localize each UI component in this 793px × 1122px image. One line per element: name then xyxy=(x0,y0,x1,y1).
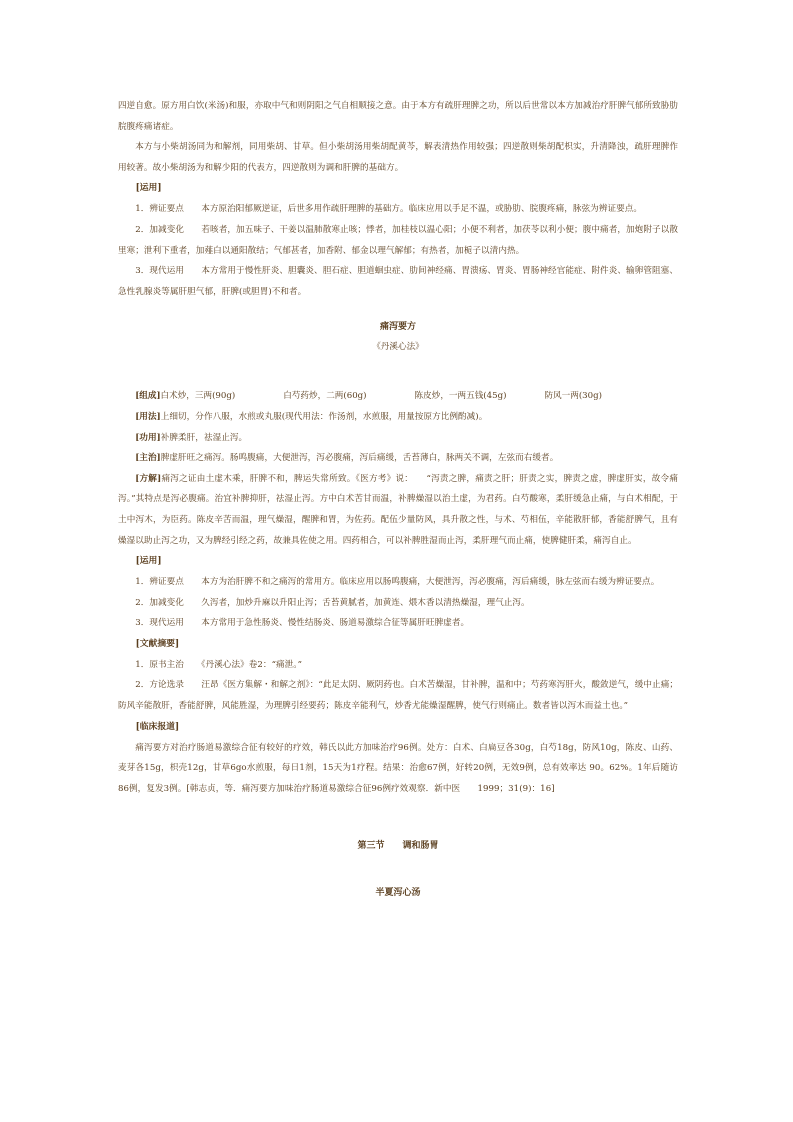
composition-label: [组成] xyxy=(135,391,161,402)
analysis-paragraph xyxy=(118,469,678,551)
usage-item-2: 2．加减变化 若咳者，加五味子、干姜以温肺散寒止咳；悸者，加桂枝以温心阳；小便不利者，加茯苓以利小便；腹中痛者，加炮附子以散里寒；泄利下重者，加薤白以通阳散结；气郁甚者，加香附、郁金以理气解郁；有热者，加栀子以清内热。 xyxy=(118,224,678,256)
usage2-item-1: 1．辨证要点 本方为治肝脾不和之痛泻的常用方。临床应用以肠鸣腹痛，大便泄泻，泻必腹痛，泻后痛缓，脉左弦而右缓为辨证要点。 xyxy=(135,577,660,588)
usage-method-line xyxy=(118,407,678,428)
intro-paragraph-2: 本方与小柴胡汤同为和解剂，同用柴胡、甘草。但小柴胡汤用柴胡配黄芩，解表清热作用较强；四逆散则柴胡配枳实，升清降浊，疏肝理脾作用较著。故小柴胡汤为和解少阳的代表方，四逆散则为调和肝脾的基础方。 xyxy=(118,142,678,173)
usage2-heading: [运用] xyxy=(135,556,162,567)
next-formula-title: 半夏泻心汤 xyxy=(375,888,421,899)
effect-text: 补脾柔肝，祛湿止泻。 xyxy=(160,432,248,443)
usage-item-1: 1．辨证要点 本方原治阳郁厥逆证，后世多用作疏肝理脾的基础方。临床应用以手足不温，或胁肋、脘腹疼痛，脉弦为辨证要点。 xyxy=(135,204,643,215)
indication-label: [主治] xyxy=(135,453,161,464)
usage-method-text: 上细切，分作八服，水煎或丸服(现代用法：作汤剂，水煎服，用量按原方比例酌减)。 xyxy=(160,411,488,422)
indication-line xyxy=(118,448,678,469)
usage-item-3: 3．现代运用 本方常用于慢性肝炎、胆囊炎、胆石症、胆道蛔虫症、肋间神经痛、胃溃疡、胃炎、胃肠神经官能症、附件炎、输卵管阻塞、急性乳腺炎等属肝胆气郁，肝脾(或胆胃)不和者。 xyxy=(118,266,678,297)
ingredient-4: 防风一两(30g) xyxy=(544,391,602,402)
ingredient-1: 白术炒，三两(90g) xyxy=(160,391,236,402)
analysis-text: 痛泻之证由土虚木乘，肝脾不和，脾运失常所致。《医方考》说： “泻责之脾，痛责之肝；肝责之实，脾责之虚，脾虚肝实，故令痛泻。”其特点是泻必腹痛。治宜补脾抑肝，祛湿止泻。方中白术苦甘而温，补脾燥湿以治土虚，为君药。白芍酸寒，柔肝缓急止痛，与白术相配，于土中泻木，为臣药。陈皮辛苦而温，理气燥湿，醒脾和胃，为佐药。配伍少量防风，具升散之性，与术、芍相伍，辛能散肝郁，香能舒脾气，且有燥湿以助止泻之功，又为脾经引经之药，故兼具佐使之用。四药相合，可以补脾胜湿而止泻，柔肝理气而止痛，使脾健肝柔，痛泻自止。 xyxy=(118,473,678,546)
indication-text: 脾虚肝旺之痛泻。肠鸣腹痛，大便泄泻，泻必腹痛，泻后痛缓，舌苔薄白，脉两关不调，左弦而右缓者。 xyxy=(160,453,559,464)
intro-paragraph-1: 四逆自愈。原方用白饮(米汤)和服，亦取中气和则阴阳之气自相顺接之意。由于本方有疏肝理脾之功，所以后世常以本方加减治疗肝脾气郁所致胁肋脘腹疼痛诸症。 xyxy=(118,101,679,132)
ingredient-3: 陈皮炒，一两五钱(45g) xyxy=(414,391,507,402)
literature-item-2: 2．方论选录 汪昂《医方集解・和解之剂》：“此足太阴、厥阴药也。白术苦燥湿，甘补脾，温和中；芍药寒泻肝火，酸敛逆气，缓中止痛；防风辛能散肝，香能舒脾，风能胜湿，为理脾引经要药；陈皮辛能利气，炒香尤能燥湿醒脾，使气行则痛止。数者皆以泻木而益土也。” xyxy=(118,680,678,712)
formula-title: 痛泻要方 xyxy=(379,322,416,333)
composition-row xyxy=(118,386,678,407)
usage2-item-3: 3．现代运用 本方常用于急性肠炎、慢性结肠炎、肠道易激综合征等属肝旺脾虚者。 xyxy=(135,618,470,629)
clinical-paragraph: 痛泻要方对治疗肠道易激综合征有较好的疗效，韩氏以此方加味治疗96例。处方：白术、白扁豆各30g，白芍18g，防风10g，陈皮、山药、麦芽各15g，枳壳12g，甘草6go水煎服，每日1剂，15天为1疗程。结果：治愈67例，好转20例，无效9例，总有效率达 90。62%。1年后随访86例，复发3例。[韩志贞，等．痛泻要方加味治疗肠道易激综合征96例疗效观察．新中医 1999；31(9)：16] xyxy=(118,742,678,794)
effect-line xyxy=(118,428,678,449)
clinical-heading: [临床报道] xyxy=(135,721,180,732)
effect-label: [功用] xyxy=(135,432,161,443)
section-title: 第三节 调和肠胃 xyxy=(357,841,439,852)
usage2-item-2: 2．加减变化 久泻者，加炒升麻以升阳止泻；舌苔黄腻者，加黄连、煨木香以清热燥湿，理气止泻。 xyxy=(135,597,530,608)
literature-item-1: 1．原书主治 《丹溪心法》卷2：“痛泄。” xyxy=(135,659,303,670)
literature-heading: [文献摘要] xyxy=(135,638,180,649)
document-page xyxy=(118,96,678,903)
analysis-label: [方解] xyxy=(135,473,162,484)
usage-method-label: [用法] xyxy=(135,411,161,422)
usage-heading: [运用] xyxy=(135,183,162,194)
formula-source: 《丹溪心法》 xyxy=(372,342,424,353)
ingredient-2: 白芍药炒，二两(60g) xyxy=(283,391,367,402)
